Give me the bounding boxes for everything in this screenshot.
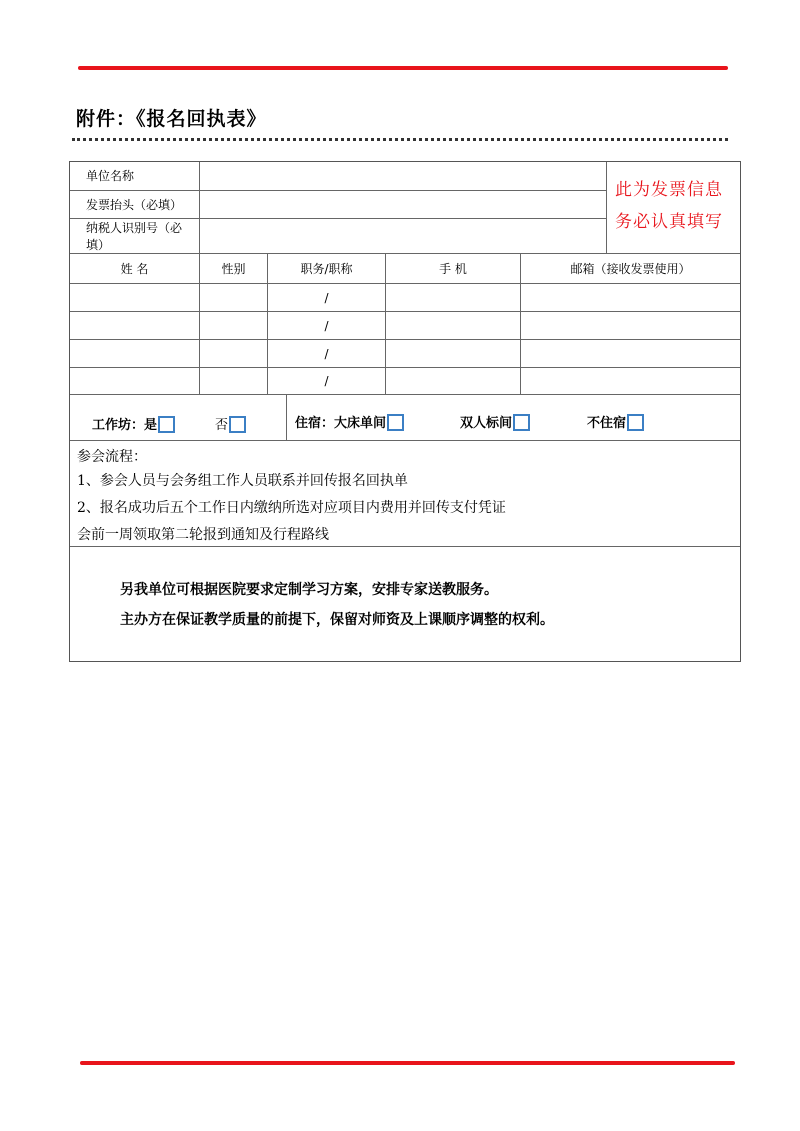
invoice-note-line: 此为发票信息 [615, 180, 723, 200]
email-cell[interactable] [521, 340, 740, 367]
registration-form [69, 161, 741, 662]
name-cell[interactable] [70, 368, 200, 394]
invoice-note-line: 务必认真填写 [615, 212, 723, 232]
phone-cell[interactable] [386, 284, 521, 311]
tax-id-field[interactable] [200, 219, 606, 253]
lodging-double-checkbox[interactable] [513, 414, 530, 431]
process-step: 会前一周领取第二轮报到通知及行程路线 [77, 527, 329, 543]
name-cell[interactable] [70, 312, 200, 339]
phone-cell[interactable] [386, 312, 521, 339]
process-section [70, 441, 740, 547]
process-step: 1、参会人员与会务组工作人员联系并回传报名回执单 [77, 473, 408, 489]
col-name: 姓 名 [70, 254, 200, 283]
gender-cell[interactable] [200, 284, 268, 311]
workshop-options [70, 395, 287, 440]
invoice-header-field[interactable] [200, 191, 606, 219]
process-heading: 参会流程： [77, 449, 147, 465]
table-row [70, 368, 740, 395]
lodging-single-checkbox[interactable] [387, 414, 404, 431]
phone-cell[interactable] [386, 340, 521, 367]
gender-cell[interactable] [200, 312, 268, 339]
note-line: 另我单位可根据医院要求定制学习方案，安排专家送教服务。 [120, 582, 498, 598]
lodging-none-label: 不住宿 [587, 416, 627, 431]
lodging-none-checkbox[interactable] [627, 414, 644, 431]
workshop-yes-label: 工作坊：是 [92, 418, 158, 433]
workshop-yes-checkbox[interactable] [158, 416, 175, 433]
unit-name-field[interactable] [200, 162, 606, 190]
top-red-divider [78, 66, 728, 70]
dotted-divider [72, 138, 728, 141]
title-cell[interactable]: / [268, 284, 386, 311]
title-cell[interactable]: / [268, 368, 386, 394]
col-gender: 性别 [200, 254, 268, 283]
email-cell[interactable] [521, 312, 740, 339]
gender-cell[interactable] [200, 368, 268, 394]
participant-header-row [70, 254, 740, 284]
workshop-no-checkbox[interactable] [229, 416, 246, 433]
note-line: 主办方在保证教学质量的前提下，保留对师资及上课顺序调整的权利。 [120, 612, 554, 628]
page-title: 附件：《报名回执表》 [76, 108, 267, 130]
col-phone: 手 机 [386, 254, 521, 283]
table-row [70, 312, 740, 340]
lodging-options [287, 395, 740, 440]
email-cell[interactable] [521, 368, 740, 394]
invoice-fields [70, 162, 607, 253]
title-cell[interactable]: / [268, 340, 386, 367]
invoice-section [70, 162, 740, 254]
table-row [70, 284, 740, 312]
invoice-note [607, 162, 740, 253]
name-cell[interactable] [70, 340, 200, 367]
invoice-header-label: 发票抬头（必填） [70, 191, 200, 219]
options-row [70, 395, 740, 441]
workshop-no-label: 否 [215, 418, 229, 433]
lodging-single-label: 住宿：大床单间 [295, 416, 387, 431]
phone-cell[interactable] [386, 368, 521, 394]
lodging-double-label: 双人标间 [460, 416, 513, 431]
invoice-row-taxid [70, 219, 606, 253]
title-cell[interactable]: / [268, 312, 386, 339]
invoice-row-header [70, 191, 606, 220]
col-email: 邮箱（接收发票使用） [570, 262, 691, 276]
col-title: 职务/职称 [268, 254, 386, 283]
unit-name-label: 单位名称 [70, 162, 200, 190]
process-step: 2、报名成功后五个工作日内缴纳所选对应项目内费用并回传支付凭证 [77, 500, 506, 516]
tax-id-label: 纳税人识别号（必填） [70, 219, 200, 253]
notes-section [70, 547, 740, 661]
name-cell[interactable] [70, 284, 200, 311]
bottom-red-divider [80, 1061, 735, 1065]
table-row [70, 340, 740, 368]
invoice-row-unit [70, 162, 606, 191]
email-cell[interactable] [521, 284, 740, 311]
gender-cell[interactable] [200, 340, 268, 367]
